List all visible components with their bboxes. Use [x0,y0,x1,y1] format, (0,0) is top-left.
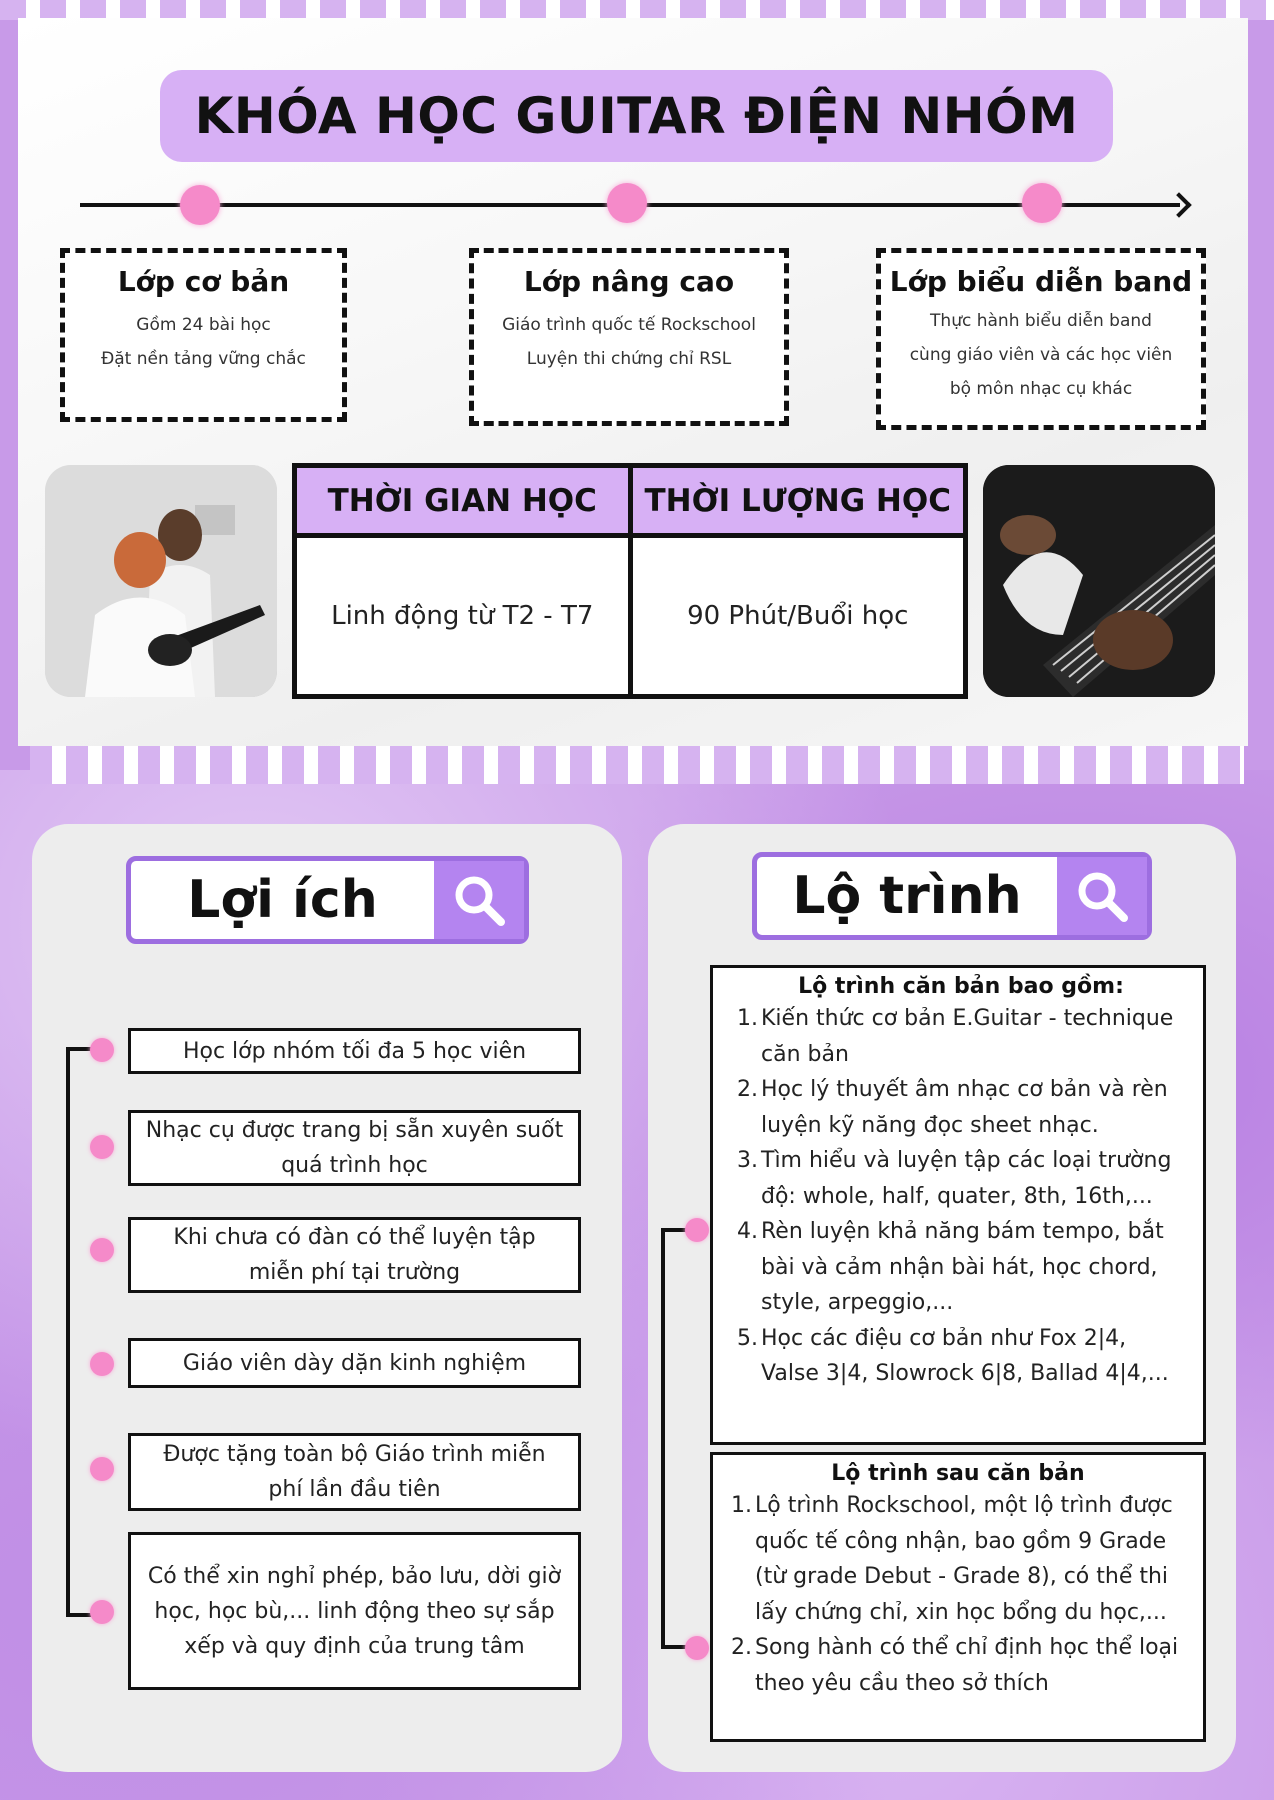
students-guitar-photo [45,465,277,697]
benefits-search-bar [126,856,529,944]
schedule-column-duration [628,468,964,694]
level-line: Giáo trình quốc tế Rockschool [502,315,756,335]
tree-connector [66,1613,92,1617]
tree-dot [90,1135,114,1159]
benefit-item: Khi chưa có đàn có thể luyện tập miễn phí tại trường [128,1217,581,1293]
list-item: 3. Tìm hiểu và luyện tập các loại trường độ: whole, half, quater, 8th, 16th,... [737,1148,1172,1209]
level-line: Luyện thi chứng chỉ RSL [526,349,732,369]
benefit-item: Có thể xin nghỉ phép, bảo lưu, dời giờ học, học bù,... linh động theo sự sắp xếp và quy định của trung tâm [128,1532,581,1690]
guitar-fretboard-photo [983,465,1215,697]
roadmap-basic-box [710,965,1206,1445]
roadmap-advanced-title: Lộ trình sau căn bản [831,1461,1085,1486]
tree-dot [90,1238,114,1262]
tree-dot [90,1038,114,1062]
level-title: Lớp nâng cao [523,265,735,298]
tree-dot [685,1636,709,1660]
tree-dot [90,1457,114,1481]
tree-dot [685,1218,709,1242]
level-line: Đặt nền tảng vững chắc [101,349,306,369]
list-item: 4. Rèn luyện khả năng bám tempo, bắt bài và cảm nhận bài hát, học chord, style, arpeggio,... [737,1219,1164,1315]
roadmap-search-bar [752,852,1152,940]
level-line: bộ môn nhạc cụ khác [949,379,1133,399]
level-box-basic [60,248,347,422]
magnifier-icon [1057,857,1147,935]
list-item: 2. Học lý thuyết âm nhạc cơ bản và rèn luyện kỹ năng đọc sheet nhạc. [737,1077,1168,1138]
schedule-value: 90 Phút/Buổi học [687,601,909,631]
roadmap-tree-line [661,1228,665,1648]
magnifier-icon [434,861,524,939]
schedule-header: THỜI GIAN HỌC [297,468,628,538]
roadmap-advanced-list [731,1488,1185,1701]
list-item: 2. Song hành có thể chỉ định học thể loại theo yêu cầu theo sở thích [731,1635,1179,1696]
timeline-dot [1022,183,1062,223]
tree-connector [66,1047,92,1051]
benefit-item: Học lớp nhóm tối đa 5 học viên [128,1028,581,1074]
timeline-dot [180,185,220,225]
list-item: 1. Lộ trình Rockschool, một lộ trình được quốc tế công nhận, bao gồm 9 Grade (từ grade Debut - Grade 8), có thể thi lấy chứng chỉ, xin học bổng du học,... [731,1493,1173,1625]
list-item: 1. Kiến thức cơ bản E.Guitar - technique căn bản [737,1006,1174,1067]
tree-dot [90,1600,114,1624]
level-line: cùng giáo viên và các học viên [909,345,1173,365]
level-box-band [876,248,1206,430]
schedule-column-time [297,468,628,694]
level-line: Thực hành biểu diễn band [930,311,1152,331]
roadmap-advanced-box [710,1452,1206,1742]
level-line: Gồm 24 bài học [136,315,271,335]
list-item: 5. Học các điệu cơ bản như Fox 2|4, Valse 3|4, Slowrock 6|8, Ballad 4|4,... [737,1325,1169,1386]
benefit-item: Được tặng toàn bộ Giáo trình miễn phí lần đầu tiên [128,1433,581,1511]
roadmap-basic-list [737,1001,1185,1392]
tree-dot [90,1352,114,1376]
benefit-item: Nhạc cụ được trang bị sẵn xuyên suốt quá trình học [128,1110,581,1186]
benefits-heading: Lợi ích [187,870,378,930]
level-title: Lớp biểu diễn band [889,265,1193,298]
level-box-advanced [469,248,789,426]
schedule-table [292,463,968,699]
roadmap-basic-title: Lộ trình căn bản bao gồm: [798,974,1124,999]
title-banner [160,70,1113,162]
roadmap-heading: Lộ trình [792,866,1022,926]
benefit-item: Giáo viên dày dặn kinh nghiệm [128,1338,581,1388]
top-stripe-border [0,0,1274,20]
timeline-dot [607,183,647,223]
middle-stripe-border [30,746,1244,784]
benefits-tree-line [66,1047,70,1615]
schedule-header: THỜI LƯỢNG HỌC [633,468,964,538]
page-title: KHÓA HỌC GUITAR ĐIỆN NHÓM [194,87,1079,145]
schedule-value: Linh động từ T2 - T7 [331,601,594,631]
level-title: Lớp cơ bản [117,265,290,298]
